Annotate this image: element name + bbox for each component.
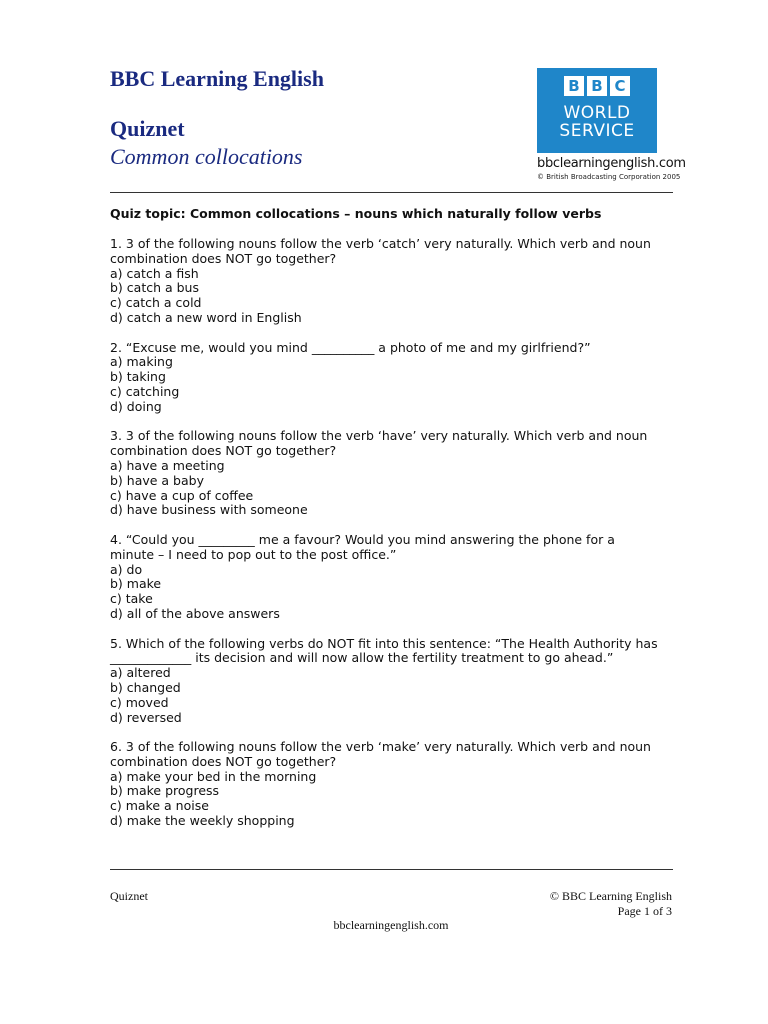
bbc-world-service-logo: [537, 68, 657, 153]
bbc-letter-c: C: [610, 76, 630, 96]
answer-option: a) do: [110, 561, 143, 577]
question-text-line: 3. 3 of the following nouns follow the verb ‘have’ very naturally. Which verb and noun: [110, 428, 648, 444]
answer-option: d) reversed: [110, 709, 182, 725]
answer-option: c) have a cup of coffee: [110, 487, 254, 503]
footer-copyright-block: [550, 889, 672, 919]
answer-option: c) moved: [110, 694, 169, 710]
page-subtitle: Common collocations: [110, 144, 303, 169]
bbc-letter-blocks: [564, 76, 630, 96]
question-2: [110, 341, 690, 415]
answer-option: b) changed: [110, 679, 181, 695]
answer-option: b) have a baby: [110, 472, 204, 488]
question-text-line: _____________ its decision and will now allow the fertility treatment to go ahead.”: [110, 650, 614, 666]
question-text-line: 4. “Could you _________ me a favour? Would you mind answering the phone for a: [110, 531, 615, 547]
answer-option: a) making: [110, 354, 173, 370]
answer-option: b) catch a bus: [110, 280, 199, 296]
footer-copyright: © BBC Learning English: [549, 889, 672, 903]
answer-option: d) doing: [110, 398, 162, 414]
page-number: Page 1 of 3: [617, 904, 672, 918]
answer-option: a) altered: [110, 665, 171, 681]
bbc-letter-b2: B: [587, 76, 607, 96]
copyright-notice: © British Broadcasting Corporation 2005: [537, 173, 681, 181]
questions-list: [110, 237, 690, 844]
answer-option: c) catch a cold: [110, 295, 202, 311]
bbc-letter-b1: B: [564, 76, 584, 96]
answer-option: d) make the weekly shopping: [110, 813, 295, 829]
logo-line-service: SERVICE: [559, 121, 635, 141]
logo-line-world: WORLD: [563, 103, 631, 123]
page-title: Quiznet: [110, 116, 185, 141]
answer-option: b) make: [110, 576, 162, 592]
answer-option: b) make progress: [110, 783, 220, 799]
answer-option: c) take: [110, 591, 153, 607]
quiz-topic: Quiz topic: Common collocations – nouns which naturally follow verbs: [110, 206, 602, 221]
question-text-line: combination does NOT go together?: [110, 753, 337, 769]
question-text-line: 5. Which of the following verbs do NOT fit into this sentence: “The Health Authority has: [110, 635, 658, 651]
question-5: [110, 637, 690, 726]
answer-option: c) catching: [110, 383, 180, 399]
question-text-line: combination does NOT go together?: [110, 443, 337, 459]
question-4: [110, 533, 690, 622]
header-divider: [110, 192, 673, 193]
website-label: bbclearningenglish.com: [537, 156, 686, 171]
question-3: [110, 429, 690, 518]
question-text-line: minute – I need to pop out to the post office.”: [110, 546, 397, 562]
question-text-line: combination does NOT go together?: [110, 250, 337, 266]
answer-option: a) catch a fish: [110, 265, 199, 281]
answer-option: b) taking: [110, 369, 166, 385]
answer-option: a) have a meeting: [110, 457, 225, 473]
answer-option: d) catch a new word in English: [110, 309, 302, 325]
footer-website: bbclearningenglish.com: [333, 918, 449, 932]
brand-title: BBC Learning English: [110, 66, 324, 91]
question-1: [110, 237, 690, 326]
footer-divider: [110, 869, 673, 870]
question-6: [110, 740, 690, 829]
question-text-line: 1. 3 of the following nouns follow the verb ‘catch’ very naturally. Which verb and noun: [110, 236, 651, 251]
answer-option: c) make a noise: [110, 798, 209, 814]
answer-option: d) have business with someone: [110, 502, 308, 518]
answer-option: d) all of the above answers: [110, 605, 280, 621]
answer-option: a) make your bed in the morning: [110, 768, 317, 784]
footer-quiznet-label: Quiznet: [110, 889, 148, 903]
question-text-line: 6. 3 of the following nouns follow the verb ‘make’ very naturally. Which verb and noun: [110, 739, 651, 755]
question-text-line: 2. “Excuse me, would you mind __________ a photo of me and my girlfriend?”: [110, 339, 591, 355]
